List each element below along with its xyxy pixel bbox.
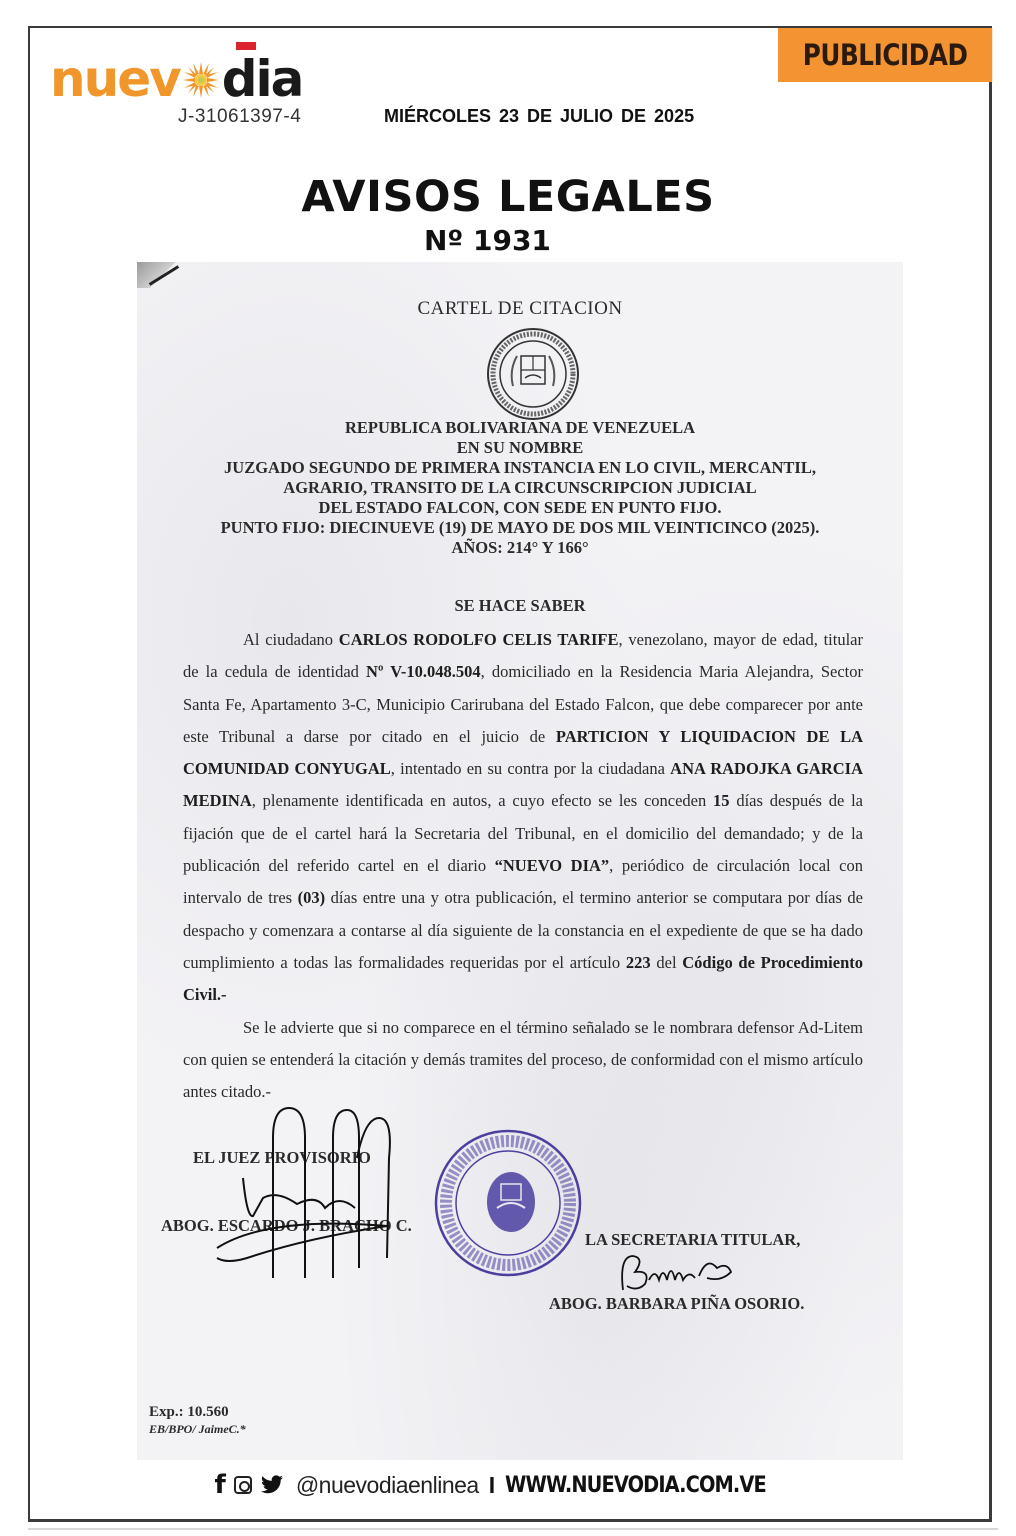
header-line: DEL ESTADO FALCON, CON SEDE EN PUNTO FIJO. [318, 498, 722, 517]
interval-days: (03) [297, 888, 326, 908]
header-line: AÑOS: 214° Y 166° [451, 538, 589, 557]
twitter-icon[interactable] [260, 1475, 284, 1495]
judge-title: EL JUEZ PROVISORIO [193, 1148, 371, 1167]
court-header [137, 418, 903, 558]
court-stamp-icon [433, 1128, 583, 1278]
id-number: Nº V-10.048.504 [366, 662, 481, 682]
code-name: Código de Procedimiento Civil.- [183, 952, 863, 1005]
section-number: Nº 1931 [424, 224, 551, 257]
header-line: AGRARIO, TRANSITO DE LA CIRCUNSCRIPCION JUDICIAL [283, 478, 757, 497]
defendant-name: CARLOS RODOLFO CELIS TARIFE [338, 630, 619, 649]
secretary-name: ABOG. BARBARA PIÑA OSORIO. [549, 1294, 805, 1313]
publication-date: MIÉRCOLES 23 DE JULIO DE 2025 [384, 106, 695, 126]
secretary-signature-icon [615, 1250, 745, 1294]
logo-text-nuev: nuev [50, 50, 180, 108]
instagram-icon[interactable] [234, 1476, 252, 1494]
website-link[interactable]: WWW.NUEVODIA.COM.VE [505, 1472, 766, 1498]
header-line: PUNTO FIJO: DIECINUEVE (19) DE MAYO DE DOS MIL VEINTICINCO (2025). [220, 518, 820, 537]
footer [0, 1470, 1016, 1500]
case-file-number: Exp.: 10.560 [149, 1404, 229, 1420]
facebook-icon[interactable]: f [214, 1470, 226, 1500]
paragraph-warning: Se le advierte que si no comparece en el término señalado se le nombrara defensor Ad-Litem con quien se entenderá la citación y demás tramites del proceso, de conformidad con el mismo artículo antes citado.- [183, 1017, 863, 1102]
notice-title: CARTEL DE CITACION [417, 298, 623, 319]
logo-accent [236, 42, 256, 50]
logo-text-dia [222, 50, 303, 108]
case-type: PARTICION Y LIQUIDACION DE LA COMUNIDAD CONYUGAL [183, 726, 864, 779]
plaintiff-name: ANA RADOJKA GARCIA MEDINA [183, 759, 863, 811]
footer-separator: I [488, 1471, 496, 1498]
secretary-title: LA SECRETARIA TITULAR, [585, 1230, 801, 1249]
rif-number: J-31061397-4 [178, 106, 302, 127]
corner-fold [137, 262, 175, 288]
paragraph-citation: Al ciudadano CARLOS RODOLFO CELIS TARIFE, venezolano, mayor de edad, titular de la cedula de identidad Nº V-10.048.504, domiciliado en la Residencia Maria Alejandra, Sector Santa Fe, Apartamento 3-C, Municipio Carirubana del Estado Falcon, que debe comparecer por ante este Tribunal a darse por citado en el juicio de PARTICION Y LIQUIDACION DE LA COMUNIDAD CONYUGAL, intentado en su contra por la ciudadana ANA RADOJKA GARCIA MEDINA, plenamente identificada en autos, a cuyo efecto se les conceden 15 días después de la fijación que de el cartel hará la Secretaria del Tribunal, en el domicilio del demandado; y de la publicación del referido cartel en el diario “NUEVO DIA”, periódico de circulación local con intervalo de tres (03) días entre una y otra publicación, el termino anterior se computara por días de despacho y comenzara a contarse al día siguiente de la constancia en el expediente de que se ha dado cumplimiento a todas las formalidades requeridas por el artículo 223 del Código de Procedimiento Civil.- [183, 630, 864, 1005]
article-number: 223 [625, 952, 651, 972]
sun-logo-icon [181, 60, 221, 100]
nuevodia-logo [50, 50, 303, 108]
days-count: 15 [713, 791, 730, 811]
judge-signature-icon [207, 1098, 407, 1278]
social-handle[interactable]: @nuevodiaenlinea [295, 1471, 479, 1498]
logo-dia-text: dia [221, 50, 303, 108]
typist-initials: EB/BPO/ JaimeC.* [149, 1422, 246, 1436]
header-line: EN SU NOMBRE [456, 438, 584, 457]
newspaper-name: “NUEVO DIA” [494, 856, 610, 876]
court-seal-icon [485, 326, 581, 422]
page-shadow [28, 1528, 998, 1530]
section-title: AVISOS LEGALES [301, 172, 715, 222]
notice-body [183, 624, 863, 1108]
publicidad-badge: PUBLICIDAD [778, 28, 992, 82]
notice-subtitle: SE HACE SABER [454, 596, 586, 615]
header-line: JUZGADO SEGUNDO DE PRIMERA INSTANCIA EN LO CIVIL, MERCANTIL, [224, 458, 816, 477]
judge-name: ABOG. ESCARDO J. BRACHO C. [161, 1216, 412, 1235]
scanned-legal-notice [137, 262, 903, 1460]
header-line: REPUBLICA BOLIVARIANA DE VENEZUELA [344, 418, 696, 437]
